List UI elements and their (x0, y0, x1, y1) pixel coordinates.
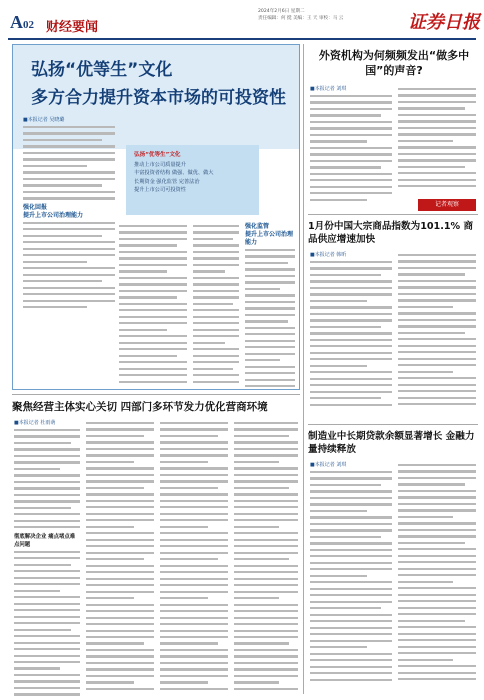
feature-byline: ■本报记者 吴晓璐 (23, 117, 65, 123)
bottom-col-3 (160, 420, 228, 694)
headline-business-environment: 聚焦经营主体实心关切 四部门多环节发力优化营商环境 (12, 401, 268, 413)
body-text (193, 225, 239, 383)
newspaper-logo: 证券日报 (408, 12, 480, 33)
feature-column-1 (23, 117, 115, 313)
body-text (23, 126, 115, 200)
headline-commodity-index: 1月份中国大宗商品指数为101.1% 商品供应增速加快 (308, 221, 474, 245)
quote-line: 长期资金 强化监管 完善法治 (134, 178, 200, 185)
body-text (234, 422, 298, 690)
subhead: 彻底解决企业 痛点堵点难点问题 (14, 533, 76, 548)
quote-title: 弘扬“优等生”文化 (134, 152, 181, 158)
article-divider (308, 424, 478, 425)
page-number: A02 (10, 12, 34, 32)
article-divider (12, 394, 300, 395)
subhead: 强化监管 (245, 223, 270, 230)
body-text (245, 249, 295, 387)
body-text (310, 261, 392, 406)
article-divider (308, 214, 478, 215)
headline-foreign-institutions: 外资机构为何频频发出“做多中国”的声音? (318, 49, 470, 77)
body-text (23, 222, 115, 308)
headline-manufacturing-loans: 制造业中长期贷款余额显著增长 金融力量持续释放 (308, 431, 475, 455)
quote-body (134, 161, 251, 195)
body-text (14, 551, 80, 700)
feature-subtitle: 多方合力提升资本市场的可投资性 (31, 88, 286, 108)
byline: ■本报记者 刘琪 (310, 86, 347, 92)
quote-line: 丰富投资者结构 做强、做优、做大 (134, 170, 214, 177)
body-text (86, 422, 154, 690)
header-meta (258, 8, 408, 22)
body-text (119, 225, 187, 383)
quote-line: 提升上市公司可投资性 (134, 187, 186, 194)
header-rule (8, 38, 476, 40)
column-tag: 记者观察 (418, 199, 476, 211)
page-header (0, 0, 484, 40)
byline: ■本报记者 刘琪 (310, 462, 347, 468)
body-text (160, 422, 228, 690)
right-mid-col-1 (310, 252, 392, 410)
body-text (398, 254, 476, 405)
body-text (310, 471, 392, 681)
section-title: 财经要闻 (46, 20, 99, 35)
right-mid-col-2 (398, 252, 476, 410)
column-divider (303, 44, 304, 694)
byline: ■本报记者 韩昕 (310, 252, 347, 258)
byline: ■本报记者 杜雨萌 (14, 420, 56, 426)
feature-column-2 (119, 223, 187, 387)
date-line: 2024年2月6日 星期二 (258, 9, 305, 14)
body-text (398, 464, 476, 680)
right-top-col-2 (398, 86, 476, 192)
subhead: 强化回报 (23, 203, 48, 211)
feature-title: 弘扬“优等生”文化 (31, 60, 173, 80)
body-text (310, 95, 392, 201)
body-text (14, 429, 80, 528)
bottom-col-2 (86, 420, 154, 694)
body-text (398, 88, 476, 187)
bottom-col-4 (234, 420, 298, 694)
bottom-col-1 (14, 420, 80, 700)
editor-line: 责任编辑：何 挺 美编：王 天 审校：马 云 (258, 16, 344, 21)
quote-panel (126, 145, 259, 215)
feature-article (12, 44, 300, 390)
subhead: 提升上市公司治理能力 (245, 231, 294, 246)
subhead: 提升上市公司治理能力 (23, 211, 84, 219)
right-bot-col-2 (398, 462, 476, 684)
quote-line: 推动上市公司质量提升 (134, 162, 186, 168)
right-bot-col-1 (310, 462, 392, 685)
feature-column-3 (193, 223, 239, 387)
feature-column-4 (245, 223, 295, 392)
right-top-col-1 (310, 86, 392, 205)
